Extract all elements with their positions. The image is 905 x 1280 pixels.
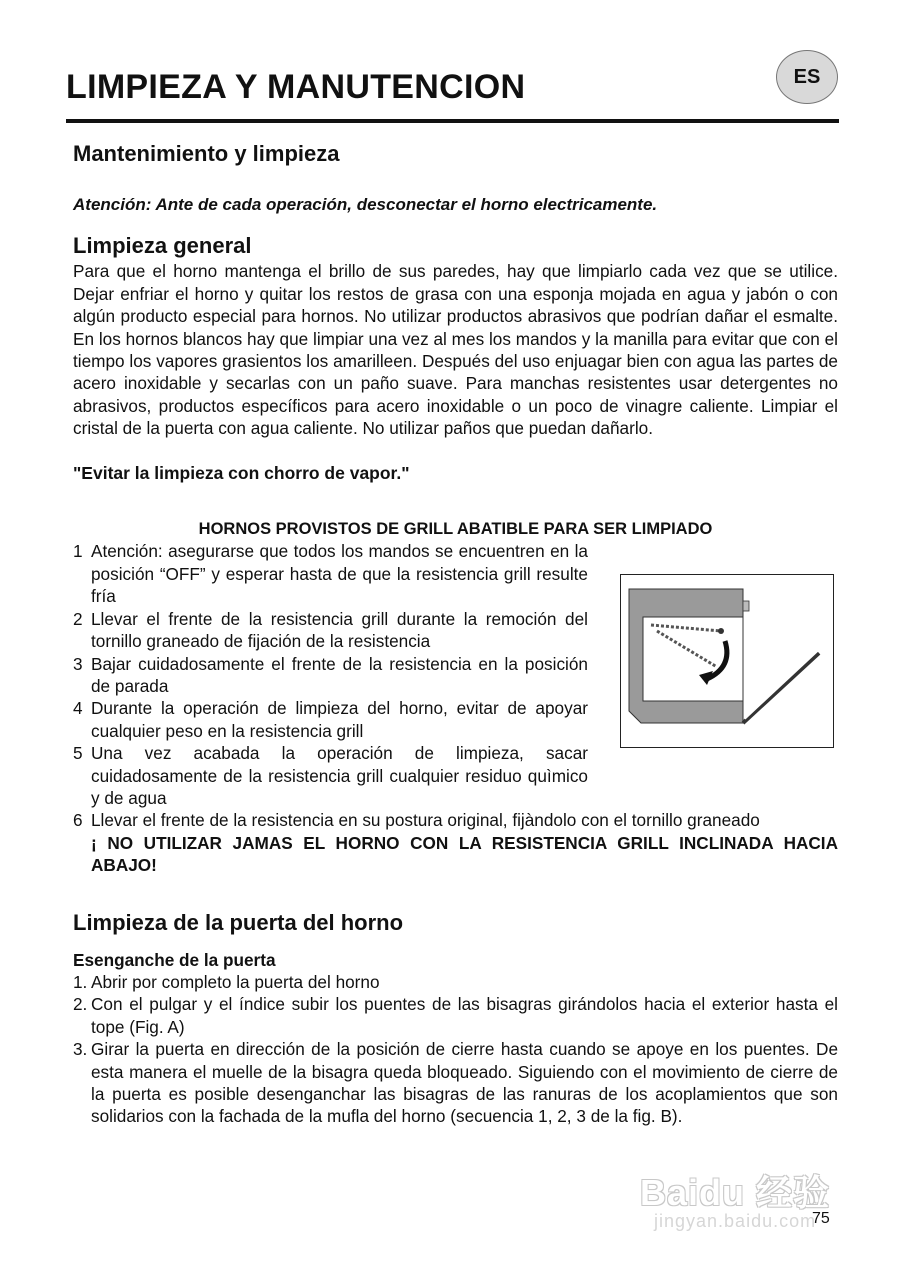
section-heading-maintenance: Mantenimiento y limpieza xyxy=(73,141,340,166)
section-heading-door-cleaning: Limpieza de la puerta del horno xyxy=(73,909,404,935)
watermark-url: jingyan.baidu.com xyxy=(654,1211,817,1231)
main-content xyxy=(73,140,838,1128)
oven-grill-illustration xyxy=(621,575,833,747)
watermark-logo-text: Baidu 经验 xyxy=(640,1172,831,1213)
list-item: 3 Bajar cuidadosamente el frente de la resistencia en la posición de parada xyxy=(73,653,588,696)
list-item: 1. Abrir por completo la puerta del horno xyxy=(73,971,380,992)
grill-instructions xyxy=(73,540,838,876)
list-item: 2 Llevar el frente de la resistencia grill durante la remoción del tornillo graneado de fijación de la resistencia xyxy=(73,608,588,652)
watermark xyxy=(640,1165,850,1245)
list-item: 4 Durante la operación de limpieza del horno, evitar de apoyar cualquier peso en la resistencia grill xyxy=(73,698,588,741)
grill-caution: ¡ NO UTILIZAR JAMAS EL HORNO CON LA RESISTENCIA GRILL INCLINADA HACIA ABAJO! xyxy=(91,832,838,876)
list-item: 1 Atención: asegurarse que todos los mandos se encuentren en la posición “OFF” y esperar hasta de que la resistencia grill resulte fría xyxy=(73,541,588,607)
section-heading-general-cleaning: Limpieza general xyxy=(73,233,252,259)
list-item: 2. Con el pulgar y el índice subir los puentes de las bisagras girándolos hacia el exterior hasta el tope (Fig. A) xyxy=(73,994,838,1037)
title-divider xyxy=(66,119,839,123)
language-badge: ES xyxy=(776,50,838,104)
page-title: LIMPIEZA Y MANUTENCION xyxy=(66,68,526,106)
list-item: 5 Una vez acabada la operación de limpieza, sacar cuidadosamente de la resistencia grill cualquier residuo quìmico y de agua xyxy=(73,743,588,808)
general-cleaning-text: Para que el horno mantenga el brillo de sus paredes, hay que limpiarlo cada vez que se utilice. Dejar enfriar el horno y quitar los restos de grasa con una esponja mojada en agua y jabón o con algún producto especial para hornos. No utilizar productos abrasivos que podrían dañar el esmalte. En los hornos blancos hay que limpiar una vez al mes los mandos y la manilla para evitar que con el tiempo los vapores grasientos los amarilleen. Después del uso enjuagar bien con agua las partes de acero inoxidable y secarlas con un paño suave. Para manchas resistentes usar detergentes no abrasivos, productos específicos para acero inoxidable o un poco de vinagre caliente. Limpiar el cristal de la puerta con agua caliente. No utilizar paños que puedan dañarlo. xyxy=(73,261,838,439)
page-number: 75 xyxy=(812,1210,830,1227)
door-subheading: Esenganche de la puerta xyxy=(73,949,276,970)
list-item: 6 Llevar el frente de la resistencia en su postura original, fijàndolo con el tornillo graneado ¡ NO UTILIZAR JAMAS EL HORNO CON LA RESISTENCIA GRILL INCLINADA HACIA ABAJO! xyxy=(73,810,838,876)
list-item: 3. Girar la puerta en dirección de la posición de cierre hasta cuando se apoye en los puentes. De esta manera el muelle de la bisagra queda bloqueado. Siguiendo con el movimiento de cierre de la puerta es posible desenganchar las bisagras de las ranuras de los acoplamientos que son solidarios con la fachada de la mufla del horno (secuencia 1, 2, 3 de la fig. B). xyxy=(73,1039,838,1127)
door-steps xyxy=(73,971,838,1128)
grill-section-heading: HORNOS PROVISTOS DE GRILL ABATIBLE PARA SER LIMPIADO xyxy=(198,520,713,539)
safety-warning: Atención: Ante de cada operación, desconectar el horno electricamente. xyxy=(73,195,658,214)
steam-cleaning-note: "Evitar la limpieza con chorro de vapor." xyxy=(73,462,410,483)
grill-diagram xyxy=(620,574,834,748)
